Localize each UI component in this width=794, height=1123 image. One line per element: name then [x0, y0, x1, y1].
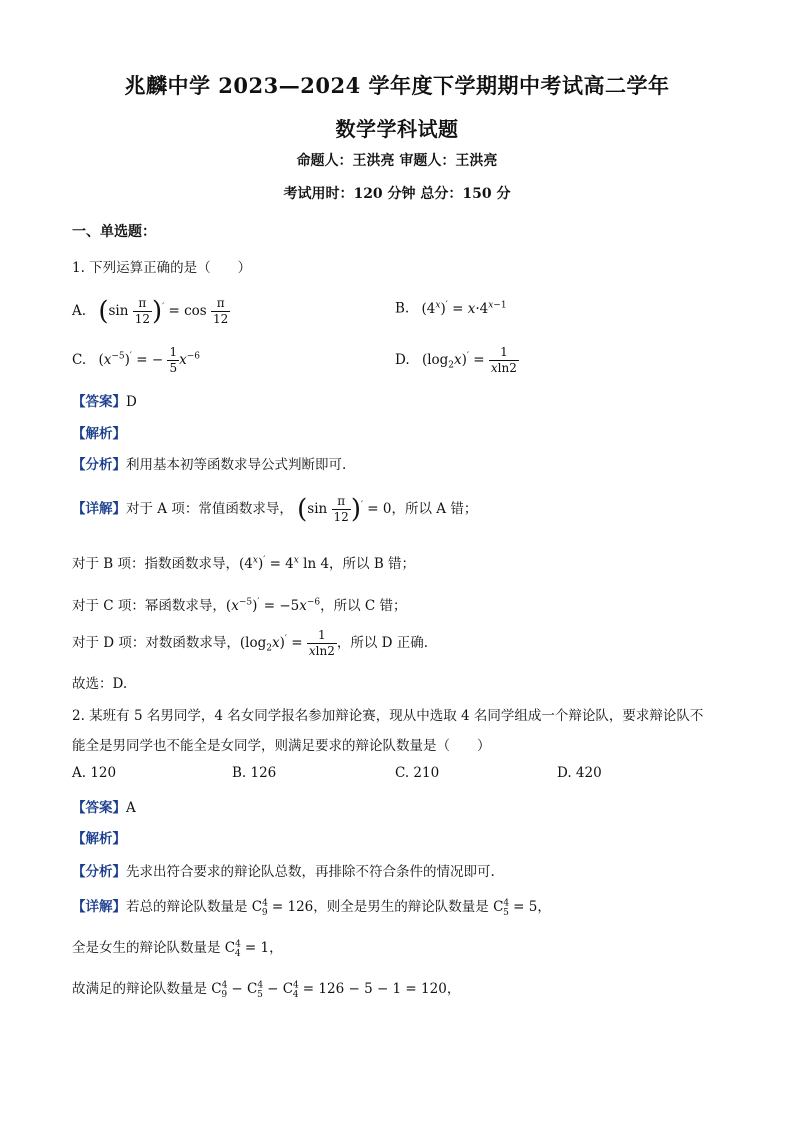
q2-formula-male: $C^4_5 = 5$ — [493, 898, 538, 918]
q1-detail-b-text: 对于 B 项：指数函数求导， — [72, 556, 240, 572]
subject-title: 数学学科试题 — [335, 117, 459, 141]
q2-formula-result: $C^4_9 - C^4_5 - C^4_4 = 126 - 5 - 1 = 120$ — [211, 980, 447, 1000]
q2-analysis-tag: 【解析】 — [72, 831, 126, 847]
q1-stem: 1. 下列运算正确的是（ ） — [72, 260, 252, 276]
q1-detail-b-end: ，所以 B 错； — [329, 556, 416, 572]
q1-option-a-formula: (sin $\frac{\pi}{12}$ )′ = cos $\frac{\pi}{12}$ — [98, 296, 229, 327]
q2-fenxi-text: 先求出符合要求的辩论队总数，再排除不符合条件的情况即可. — [126, 864, 495, 880]
q2-detail-2 — [72, 936, 283, 959]
detail-tag: 【详解】 — [72, 501, 126, 517]
q2-option-b: B. 126 — [232, 765, 277, 781]
q1-detail-a — [72, 494, 477, 525]
q1-fenxi-text: 利用基本初等函数求导公式判断即可. — [126, 457, 347, 473]
q1-detail-d-text: 对于 D 项：对数函数求导， — [72, 635, 240, 651]
q1-detail-d-formula: $(\log_2x)'$ = $\frac{1}{xln2}$ — [239, 628, 335, 658]
q2-stem-line2: 能全是男同学也不能全是女同学，则满足要求的辩论队数量是（ ） — [72, 738, 491, 754]
q1-option-b-formula: $(4^x)' = x\cdot 4^{x-1}$ — [421, 300, 507, 317]
q1-answer — [72, 390, 137, 410]
q1-option-c — [72, 345, 200, 376]
fenxi-tag: 【分析】 — [72, 864, 126, 880]
fenxi-tag: 【分析】 — [72, 457, 126, 473]
q2-detail-2-text: 全是女生的辩论队数量是 — [72, 940, 221, 956]
q1-option-b-label: B. — [395, 300, 410, 317]
q1-option-d-label: D. — [395, 352, 410, 368]
q2-detail-2-end: ， — [269, 940, 283, 956]
detail-tag: 【详解】 — [72, 899, 126, 915]
q2-detail-3-text: 故满足的辩论队数量是 — [72, 981, 207, 997]
q1-option-d-formula: $(\log_2x)'$ = $\frac{1}{xln2}$ — [421, 345, 517, 375]
q2-option-d: D. 420 — [557, 765, 602, 781]
q1-analysis-tag: 【解析】 — [72, 426, 126, 442]
q1-option-d — [395, 345, 519, 376]
q1-detail-b — [72, 552, 415, 572]
q1-detail-c-end: ，所以 C 错； — [320, 598, 407, 614]
q1-detail-c-text: 对于 C 项：幂函数求导， — [72, 598, 226, 614]
q1-fenxi — [72, 453, 346, 473]
q2-formula-total: $C^4_9 = 126$ — [251, 898, 314, 918]
q2-answer — [72, 796, 136, 816]
exam-title: 兆麟中学 2023—2024 学年度下学期期中考试高二学年 — [124, 73, 670, 98]
answer-tag: 【答案】 — [72, 800, 126, 816]
q1-option-a-label: A. — [72, 303, 87, 319]
q1-option-a — [72, 296, 230, 327]
q1-detail-d — [72, 628, 428, 659]
q2-answer-value: A — [126, 800, 136, 816]
q1-detail-d-end: ，所以 D 正确. — [336, 635, 429, 651]
q2-option-c: C. 210 — [395, 765, 440, 781]
q1-detail-b-formula: $(4^x)' = 4^x$ ln 4 — [239, 555, 330, 572]
q1-answer-value: D — [126, 394, 137, 410]
q2-detail-1 — [72, 895, 551, 918]
q2-detail-1a: 若总的辩论队数量是 — [126, 899, 248, 915]
q1-detail-c — [72, 594, 407, 614]
q1-detail-a-text: 对于 A 项：常值函数求导， — [126, 501, 293, 517]
authors-line: 命题人：王洪亮 审题人：王洪亮 — [296, 153, 498, 169]
q1-detail-a-end: ，所以 A 错； — [391, 501, 478, 517]
q2-detail-3 — [72, 977, 460, 1000]
section-single-choice: 一、单选题： — [72, 224, 156, 240]
answer-tag: 【答案】 — [72, 394, 126, 410]
q1-detail-c-formula: $(x^{-5})' = -5x^{-6}$ — [225, 597, 321, 614]
q1-option-b — [395, 300, 507, 317]
time-score-line: 考试用时：120 分钟 总分：150 分 — [283, 186, 511, 202]
q2-detail-1c: ， — [537, 899, 551, 915]
q2-detail-3-end: ， — [446, 981, 461, 997]
q2-detail-1b: ，则全是男生的辩论队数量是 — [313, 899, 489, 915]
q1-detail-a-formula: (sin $\frac{\pi}{12}$ )′ = 0 — [297, 494, 392, 525]
q1-choose: 故选：D. — [72, 676, 128, 692]
q2-option-a: A. 120 — [72, 765, 117, 781]
q1-option-c-label: C. — [72, 352, 87, 368]
q1-option-c-formula: $(x^{-5})'$ = − $\frac{1}{5}$ $x^{-6}$ — [98, 345, 200, 375]
q2-formula-female: $C^4_4 = 1$ — [224, 939, 270, 959]
q2-stem-line1: 2. 某班有 5 名男同学，4 名女同学报名参加辩论赛，现从中选取 4 名同学组成一个辩论队，要求辩论队不 — [72, 708, 704, 724]
q2-fenxi — [72, 860, 495, 880]
